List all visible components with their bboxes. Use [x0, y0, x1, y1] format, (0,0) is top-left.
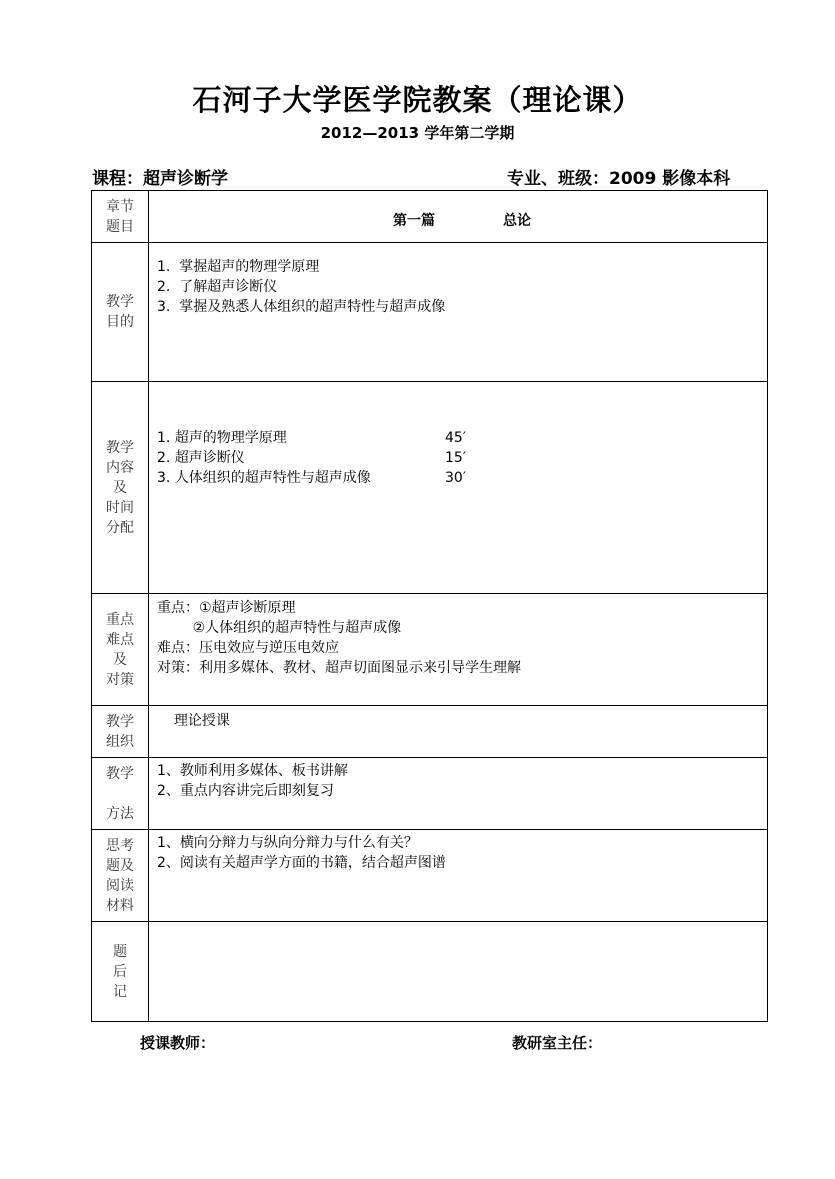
organization-cell	[149, 706, 768, 758]
label-content: 教学 内容 及 时间 分配	[92, 382, 149, 594]
topic-name: 总论	[503, 213, 531, 229]
label-reading: 思考 题及 阅读 材料	[92, 830, 149, 922]
row-methods	[92, 758, 768, 830]
objective-item: 3. 掌握及熟悉人体组织的超声特性与超声成像	[157, 299, 446, 315]
class-label: 专业、班级：2009 影像本科	[507, 169, 731, 189]
label-topic: 章节 题目	[92, 191, 149, 243]
key-point-line: 重点：①超声诊断原理	[157, 600, 296, 616]
time-value: 30′	[445, 470, 466, 486]
content-item: 1. 超声的物理学原理 45′	[157, 430, 466, 446]
director-signature-label: 教研室主任：	[512, 1034, 603, 1052]
postscript-cell	[149, 922, 768, 1022]
row-postscript	[92, 922, 768, 1022]
row-content	[92, 382, 768, 594]
time-value: 45′	[445, 430, 466, 446]
row-topic	[92, 191, 768, 243]
method-line: 1、教师利用多媒体、板书讲解	[157, 763, 348, 779]
row-key-points	[92, 594, 768, 706]
topic-part: 第一篇	[393, 213, 435, 229]
key-point-line: 难点：压电效应与逆压电效应	[157, 640, 339, 656]
key-point-line: ②人体组织的超声特性与超声成像	[157, 620, 402, 636]
reading-line: 1、横向分辩力与纵向分辩力与什么有关？	[157, 835, 418, 851]
objective-item: 1. 掌握超声的物理学原理	[157, 259, 320, 275]
teacher-signature-label: 授课教师：	[140, 1034, 216, 1052]
semester-subtitle: 2012—2013 学年第二学期	[320, 124, 515, 142]
label-objectives: 教学 目的	[92, 243, 149, 382]
objective-item: 2. 了解超声诊断仪	[157, 279, 278, 295]
label-methods: 教学 方法	[92, 758, 149, 830]
lesson-plan-table	[91, 190, 768, 1022]
label-organization: 教学 组织	[92, 706, 149, 758]
key-point-line: 对策：利用多媒体、教材、超声切面图显示来引导学生理解	[157, 660, 521, 676]
course-label: 课程：超声诊断学	[92, 169, 228, 189]
topic-cell	[149, 191, 768, 243]
time-value: 15′	[445, 450, 466, 466]
page-title: 石河子大学医学院教案（理论课）	[192, 83, 643, 117]
row-reading	[92, 830, 768, 922]
content-item: 3. 人体组织的超声特性与超声成像 30′	[157, 470, 466, 486]
label-postscript: 题 后 记	[92, 922, 149, 1022]
row-organization	[92, 706, 768, 758]
objectives-cell	[149, 243, 768, 382]
reading-line: 2、阅读有关超声学方面的书籍，结合超声图谱	[157, 855, 446, 871]
organization-text: 理论授课	[165, 713, 230, 729]
methods-cell	[149, 758, 768, 830]
key-points-cell	[149, 594, 768, 706]
row-objectives	[92, 243, 768, 382]
content-cell	[149, 382, 768, 594]
content-item: 2. 超声诊断仪 15′	[157, 450, 466, 466]
method-line: 2、重点内容讲完后即刻复习	[157, 783, 334, 799]
label-key-points: 重点 难点 及 对策	[92, 594, 149, 706]
reading-cell	[149, 830, 768, 922]
